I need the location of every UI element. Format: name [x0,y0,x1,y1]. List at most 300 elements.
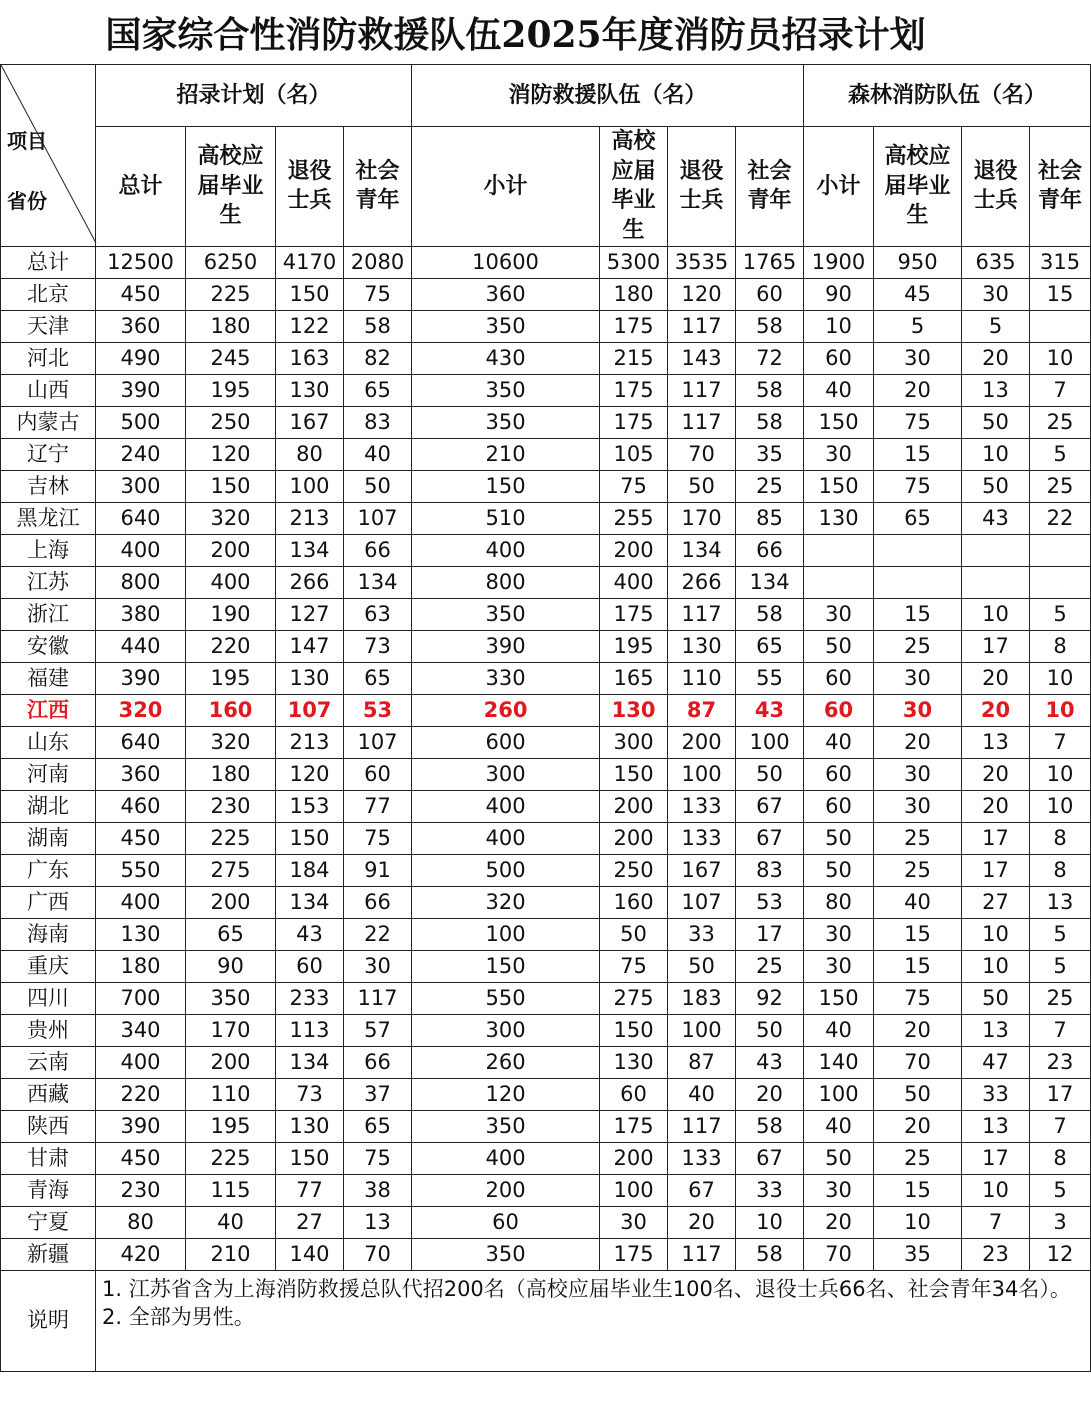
value-cell: 400 [412,822,600,854]
value-cell: 8 [1030,630,1091,662]
header-row-subcolumns [1,127,1091,247]
document-title: 国家综合性消防救援队伍2025年度消防员招录计划 [105,13,926,56]
value-cell: 550 [96,854,186,886]
value-cell: 150 [804,982,874,1014]
value-cell: 10 [874,1206,962,1238]
table-row [1,438,1091,470]
value-cell: 450 [96,822,186,854]
value-cell: 7 [1030,374,1091,406]
value-cell: 5 [1030,918,1091,950]
value-cell: 800 [96,566,186,598]
diagonal-line [1,65,96,243]
value-cell: 10 [804,310,874,342]
value-cell [962,566,1030,598]
value-cell: 195 [186,374,276,406]
notes-row [1,1270,1091,1371]
value-cell: 134 [276,534,344,566]
value-cell: 350 [412,1110,600,1142]
value-cell: 245 [186,342,276,374]
subheader-fire-rescue-1: 高校应届毕业生 [600,127,668,247]
value-cell: 25 [1030,470,1091,502]
province-cell: 辽宁 [1,438,96,470]
province-cell: 黑龙江 [1,502,96,534]
value-cell: 30 [874,790,962,822]
value-cell: 122 [276,310,344,342]
value-cell: 13 [962,726,1030,758]
value-cell: 75 [344,278,412,310]
value-cell: 27 [276,1206,344,1238]
value-cell: 107 [668,886,736,918]
value-cell: 15 [874,438,962,470]
province-cell: 贵州 [1,1014,96,1046]
value-cell: 60 [804,758,874,790]
value-cell: 65 [736,630,804,662]
value-cell: 15 [874,918,962,950]
value-cell: 134 [668,534,736,566]
value-cell: 100 [276,470,344,502]
value-cell: 75 [874,406,962,438]
value-cell: 350 [412,406,600,438]
value-cell: 75 [600,950,668,982]
value-cell: 58 [344,310,412,342]
value-cell: 10 [1030,342,1091,374]
value-cell: 20 [874,374,962,406]
value-cell: 37 [344,1078,412,1110]
value-cell: 30 [804,1174,874,1206]
value-cell: 20 [668,1206,736,1238]
value-cell: 3535 [668,246,736,278]
value-cell: 60 [412,1206,600,1238]
value-cell: 75 [344,822,412,854]
value-cell: 150 [276,1142,344,1174]
value-cell: 90 [186,950,276,982]
value-cell: 400 [600,566,668,598]
value-cell: 65 [344,662,412,694]
value-cell: 213 [276,726,344,758]
value-cell: 33 [668,918,736,950]
value-cell: 45 [874,278,962,310]
value-cell: 133 [668,790,736,822]
value-cell: 200 [600,1142,668,1174]
value-cell: 25 [874,630,962,662]
value-cell: 92 [736,982,804,1014]
subheader-forest-fire-0: 小计 [804,127,874,247]
value-cell: 360 [96,310,186,342]
table-row [1,918,1091,950]
value-cell: 13 [344,1206,412,1238]
value-cell: 130 [600,1046,668,1078]
subheader-forest-fire-2: 退役士兵 [962,127,1030,247]
value-cell: 200 [600,534,668,566]
value-cell: 30 [804,438,874,470]
value-cell: 180 [600,278,668,310]
subheader-plan-3: 社会青年 [344,127,412,247]
value-cell: 175 [600,406,668,438]
value-cell: 210 [412,438,600,470]
value-cell: 65 [344,374,412,406]
value-cell: 2080 [344,246,412,278]
value-cell: 160 [186,694,276,726]
province-cell: 重庆 [1,950,96,982]
value-cell: 133 [668,1142,736,1174]
corner-label-item: 项目 [7,129,47,153]
value-cell [962,534,1030,566]
value-cell: 17 [962,822,1030,854]
value-cell: 38 [344,1174,412,1206]
value-cell: 13 [1030,886,1091,918]
value-cell: 225 [186,822,276,854]
value-cell: 150 [412,470,600,502]
value-cell: 635 [962,246,1030,278]
table-row [1,1238,1091,1270]
value-cell: 7 [1030,1110,1091,1142]
table-row [1,1206,1091,1238]
value-cell: 360 [96,758,186,790]
value-cell: 390 [96,374,186,406]
value-cell: 30 [804,950,874,982]
value-cell: 175 [600,310,668,342]
value-cell: 58 [736,310,804,342]
value-cell: 25 [1030,406,1091,438]
value-cell: 266 [668,566,736,598]
value-cell: 127 [276,598,344,630]
subheader-plan-1: 高校应届毕业生 [186,127,276,247]
value-cell: 15 [1030,278,1091,310]
value-cell: 213 [276,502,344,534]
value-cell: 20 [736,1078,804,1110]
province-cell: 河南 [1,758,96,790]
value-cell: 50 [962,470,1030,502]
value-cell: 4170 [276,246,344,278]
value-cell: 10 [962,918,1030,950]
table-row [1,374,1091,406]
value-cell: 130 [96,918,186,950]
value-cell: 75 [600,470,668,502]
value-cell [804,566,874,598]
value-cell: 107 [344,726,412,758]
value-cell: 25 [874,822,962,854]
value-cell: 200 [668,726,736,758]
value-cell: 115 [186,1174,276,1206]
value-cell: 10 [1030,662,1091,694]
value-cell: 75 [874,470,962,502]
value-cell: 350 [186,982,276,1014]
value-cell: 10 [1030,790,1091,822]
value-cell: 40 [804,374,874,406]
value-cell: 500 [96,406,186,438]
table-row [1,502,1091,534]
value-cell: 53 [344,694,412,726]
value-cell: 180 [186,310,276,342]
value-cell: 57 [344,1014,412,1046]
value-cell: 117 [668,374,736,406]
value-cell: 50 [874,1078,962,1110]
value-cell: 6250 [186,246,276,278]
value-cell: 195 [600,630,668,662]
value-cell: 72 [736,342,804,374]
value-cell: 153 [276,790,344,822]
table-row [1,1078,1091,1110]
value-cell: 23 [962,1238,1030,1270]
value-cell: 43 [276,918,344,950]
value-cell: 400 [412,790,600,822]
subheader-forest-fire-3: 社会青年 [1030,127,1091,247]
province-cell: 北京 [1,278,96,310]
value-cell: 33 [736,1174,804,1206]
value-cell: 200 [186,1046,276,1078]
value-cell: 20 [962,342,1030,374]
value-cell: 640 [96,502,186,534]
value-cell: 117 [668,406,736,438]
value-cell: 167 [668,854,736,886]
value-cell: 120 [276,758,344,790]
value-cell: 150 [804,406,874,438]
subheader-plan-2: 退役士兵 [276,127,344,247]
province-cell: 江西 [1,694,96,726]
province-cell: 甘肃 [1,1142,96,1174]
notes-label: 说明 [1,1270,96,1371]
value-cell: 5 [1030,950,1091,982]
value-cell: 67 [736,822,804,854]
value-cell: 300 [600,726,668,758]
value-cell: 20 [874,1110,962,1142]
value-cell: 5 [1030,438,1091,470]
province-cell: 上海 [1,534,96,566]
value-cell: 87 [668,1046,736,1078]
value-cell: 75 [344,1142,412,1174]
value-cell: 400 [96,886,186,918]
value-cell: 640 [96,726,186,758]
value-cell: 107 [344,502,412,534]
value-cell: 134 [736,566,804,598]
value-cell: 183 [668,982,736,1014]
value-cell: 20 [962,758,1030,790]
value-cell: 200 [412,1174,600,1206]
value-cell: 390 [96,662,186,694]
value-cell: 10 [962,598,1030,630]
value-cell: 13 [962,1014,1030,1046]
value-cell: 10 [736,1206,804,1238]
province-cell: 陕西 [1,1110,96,1142]
value-cell: 67 [668,1174,736,1206]
value-cell: 15 [874,1174,962,1206]
value-cell: 400 [96,1046,186,1078]
value-cell: 80 [96,1206,186,1238]
value-cell: 30 [874,342,962,374]
value-cell: 50 [668,470,736,502]
corner-header-cell [1,65,96,247]
value-cell: 117 [668,598,736,630]
province-cell: 浙江 [1,598,96,630]
value-cell: 420 [96,1238,186,1270]
value-cell: 25 [874,1142,962,1174]
value-cell: 400 [412,534,600,566]
value-cell: 315 [1030,246,1091,278]
value-cell: 50 [736,758,804,790]
value-cell: 400 [412,1142,600,1174]
subheader-fire-rescue-2: 退役士兵 [668,127,736,247]
value-cell: 65 [344,1110,412,1142]
value-cell: 440 [96,630,186,662]
value-cell: 58 [736,374,804,406]
table-row [1,246,1091,278]
value-cell: 30 [600,1206,668,1238]
value-cell: 300 [412,758,600,790]
value-cell: 255 [600,502,668,534]
value-cell: 5 [1030,1174,1091,1206]
value-cell: 120 [412,1078,600,1110]
table-row [1,886,1091,918]
notes-content [96,1270,1091,1371]
value-cell [1030,534,1091,566]
value-cell: 30 [962,278,1030,310]
table-row [1,822,1091,854]
value-cell: 7 [1030,726,1091,758]
table-row [1,726,1091,758]
value-cell: 73 [344,630,412,662]
value-cell: 134 [344,566,412,598]
value-cell: 175 [600,374,668,406]
value-cell: 110 [668,662,736,694]
value-cell: 105 [600,438,668,470]
value-cell: 100 [668,1014,736,1046]
province-cell: 天津 [1,310,96,342]
value-cell: 300 [412,1014,600,1046]
table-row [1,1174,1091,1206]
value-cell: 20 [962,694,1030,726]
province-cell: 内蒙古 [1,406,96,438]
province-cell: 河北 [1,342,96,374]
value-cell: 13 [962,1110,1030,1142]
value-cell: 8 [1030,1142,1091,1174]
value-cell: 17 [962,630,1030,662]
value-cell: 40 [804,1014,874,1046]
value-cell: 30 [344,950,412,982]
table-row [1,1110,1091,1142]
value-cell: 65 [186,918,276,950]
value-cell: 260 [412,1046,600,1078]
value-cell: 50 [962,982,1030,1014]
value-cell: 1900 [804,246,874,278]
value-cell: 200 [186,534,276,566]
value-cell: 1765 [736,246,804,278]
value-cell [874,566,962,598]
value-cell: 70 [804,1238,874,1270]
value-cell: 950 [874,246,962,278]
value-cell: 380 [96,598,186,630]
province-cell: 广东 [1,854,96,886]
value-cell: 50 [600,918,668,950]
value-cell: 110 [186,1078,276,1110]
value-cell: 117 [668,1110,736,1142]
value-cell: 113 [276,1014,344,1046]
province-cell: 山东 [1,726,96,758]
table-row [1,758,1091,790]
value-cell: 50 [962,406,1030,438]
value-cell: 10 [1030,694,1091,726]
value-cell: 43 [962,502,1030,534]
table-row [1,310,1091,342]
province-cell: 宁夏 [1,1206,96,1238]
value-cell: 7 [962,1206,1030,1238]
value-cell: 163 [276,342,344,374]
value-cell: 225 [186,278,276,310]
value-cell: 83 [344,406,412,438]
value-cell: 100 [736,726,804,758]
value-cell: 150 [412,950,600,982]
value-cell: 50 [668,950,736,982]
value-cell: 10 [1030,758,1091,790]
value-cell: 600 [412,726,600,758]
value-cell: 130 [600,694,668,726]
value-cell: 40 [668,1078,736,1110]
value-cell: 10 [962,438,1030,470]
value-cell: 175 [600,1238,668,1270]
table-row [1,982,1091,1014]
table-row [1,630,1091,662]
value-cell: 12500 [96,246,186,278]
value-cell: 200 [600,790,668,822]
value-cell: 85 [736,502,804,534]
value-cell: 66 [344,886,412,918]
value-cell: 27 [962,886,1030,918]
value-cell: 195 [186,1110,276,1142]
table-row [1,854,1091,886]
value-cell: 167 [276,406,344,438]
value-cell: 500 [412,854,600,886]
province-cell: 吉林 [1,470,96,502]
note-line-1: 1. 江苏省含为上海消防救援总队代招200名（高校应届毕业生100名、退役士兵66名、社会青年34名）。 [102,1276,1071,1301]
value-cell: 58 [736,1110,804,1142]
header-row-groups [1,65,1091,127]
group-header-fire-rescue: 消防救援队伍（名） [412,65,804,127]
value-cell: 30 [874,694,962,726]
value-cell: 266 [276,566,344,598]
value-cell: 50 [736,1014,804,1046]
value-cell: 22 [344,918,412,950]
value-cell: 23 [1030,1046,1091,1078]
value-cell: 180 [186,758,276,790]
value-cell: 220 [96,1078,186,1110]
value-cell: 5 [874,310,962,342]
corner-label-province: 省份 [7,189,47,213]
value-cell: 80 [804,886,874,918]
value-cell: 80 [276,438,344,470]
value-cell: 150 [276,822,344,854]
province-cell: 云南 [1,1046,96,1078]
value-cell: 390 [412,630,600,662]
value-cell: 20 [962,662,1030,694]
value-cell: 225 [186,1142,276,1174]
value-cell: 30 [874,758,962,790]
value-cell: 55 [736,662,804,694]
value-cell: 120 [668,278,736,310]
table-row [1,662,1091,694]
province-cell: 新疆 [1,1238,96,1270]
value-cell: 70 [668,438,736,470]
value-cell: 7 [1030,1014,1091,1046]
value-cell: 350 [412,598,600,630]
value-cell: 60 [804,342,874,374]
value-cell: 350 [412,1238,600,1270]
value-cell: 165 [600,662,668,694]
value-cell: 60 [344,758,412,790]
province-cell: 广西 [1,886,96,918]
value-cell: 400 [186,566,276,598]
value-cell: 43 [736,694,804,726]
value-cell: 10600 [412,246,600,278]
value-cell: 180 [96,950,186,982]
